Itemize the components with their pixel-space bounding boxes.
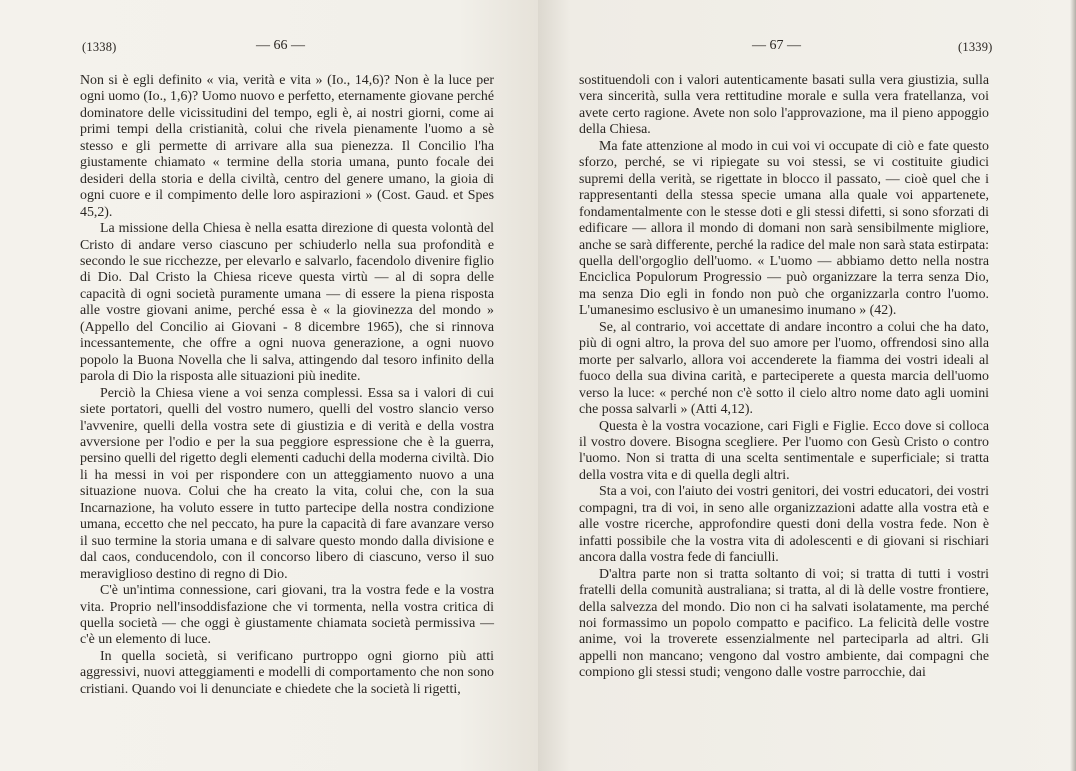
paragraph: Ma fate attenzione al modo in cui voi vi occupate di ciò e fate questo sforzo, perché, se vi ripiegate su voi stessi, se vi costituite giudici supremi della verità, se rigettate in blocco il passato, — cioè quel che i rappresentanti della stessa specie umana alla quale voi appartenete, fondamentalmente con le stesse doti e gli stessi difetti, si sono sforzati di edificare — allora il mondo di domani non sarà sensibilmente migliore, anche se sarà differente, perché la radice del male non sarà stata estirpata: quella dell'orgoglio dell'uomo. « L'uomo — abbiamo detto nella nostra Enciclica Populorum Progressio — può organizzare la terra senza Dio, ma senza Dio egli in fondo non può che organizzarla contro l'uomo. L'umanesimo esclusivo è un umanesimo inumano » (42).	[579, 138, 989, 319]
right-page	[538, 0, 1076, 771]
paragraph: C'è un'intima connessione, cari giovani, tra la vostra fede e la vostra vita. Proprio nell'insoddisfazione che vi tormenta, nella vostra critica di quella società — che oggi è giustamente chiamata società permissiva — c'è un elemento di luce.	[80, 583, 494, 648]
paragraph: Non si è egli definito « via, verità e vita » (Io., 14,6)? Non è la luce per ogni uomo (Io., 1,6)? Uomo nuovo e perfetto, eternamente giovane perché dominatore delle vicissitudini del tempo, egli è, ai nostri giorni, come ai primi tempi della cristianità, colui che rivela pienamente l'uomo a sè stesso e gli permette di arrivare alla sua pienezza. Il Concilio l'ha giustamente chiamato « termine della storia umana, punto focale dei desideri della storia e della civiltà, centro del genere umano, la gioia di ogni cuore e il compimento delle loro aspirazioni » (Cost. Gaud. et Spes 45,2).	[80, 73, 494, 220]
right-folio: — 67 —	[752, 38, 801, 53]
right-body-text	[579, 73, 989, 682]
paragraph: Sta a voi, con l'aiuto dei vostri genitori, dei vostri educatori, dei vostri compagni, tra di voi, in seno alle organizzazioni adatte alla vostra età e alle vostre ricerche, approfondire questi doni della vostra fede. Non è infatti possibile che la vostra vita di adolescenti e di giovani si rischiari ancora dalla vostra fede di fanciulli.	[579, 484, 989, 566]
left-folio: — 66 —	[256, 38, 305, 53]
paragraph: In quella società, si verificano purtroppo ogni giorno più atti aggressivi, nuovi atteggiamenti e modelli di comportamento che non sono cristiani. Quando voi li denunciate e chiedete che la società li rigetti,	[80, 648, 494, 697]
paragraph: Perciò la Chiesa viene a voi senza complessi. Essa sa i valori di cui siete portatori, quelli del vostro numero, quelli del vostro slancio verso l'avvenire, quelli della vostra sete di giustizia e di verità e della vostra avversione per l'odio e per la sua peggiore espressione che è la guerra, persino quelli del rigetto degli elementi caduchi della moderna civiltà. Dio li ha messi in voi per rispondere con un atteggiamento nuovo a una situazione nuova. Colui che ha creato la vita, colui che, con la sua Incarnazione, ha voluto essere in tutto partecipe della nostra condizione umana, eccetto che nel peccato, ha pure la capacità di fare avanzare verso il suo termine la storia umana e di salvare questo mondo dalla divisione e dal caos, conducendolo, con il concorso libero di ciascuno, verso il suo meraviglioso destino di regno di Dio.	[80, 385, 494, 582]
paragraph: La missione della Chiesa è nella esatta direzione di questa volontà del Cristo di andare verso ciascuno per schiuderlo nella sua profondità e secondo le sue ricchezze, per elevarlo e salvarlo, facendolo divenire figlio di Dio. Dal Cristo la Chiesa riceve questa virtù — al di sopra delle capacità di ogni società puramente umana — di essere la piena risposta alle vostre giovani anime, perché essa è « la giovinezza del mondo » (Appello del Concilio ai Giovani - 8 dicembre 1965), che si rinnova incessantemente, che offre a ogni nuova generazione, a ogni nuovo popolo la Buona Novella che li salva, attingendo dal tesoro infinito della parola di Dio la risposta alle situazioni più inedite.	[80, 221, 494, 385]
left-running-head: (1338)	[82, 40, 117, 54]
right-running-head: (1339)	[958, 40, 993, 54]
paragraph: D'altra parte non si tratta soltanto di voi; si tratta di tutti i vostri fratelli della comunità australiana; si tratta, al di là delle vostre frontiere, della salvezza del mondo. Dio non ci ha salvati isolatamente, ma perché noi formassimo un popolo compatto e pacifico. La felicità delle vostre anime, voi la troverete essenzialmente nel parteciparla ad altri. Gli appelli non mancano; vengono dal vostro ambiente, dai compagni che compiono gli stessi studi; vengono dalle vostre parrocchie, dai	[579, 566, 989, 681]
paragraph: Questa è la vostra vocazione, cari Figli e Figlie. Ecco dove si colloca il vostro dovere. Bisogna scegliere. Per l'uomo con Gesù Cristo o contro l'uomo. Non si tratta di una scelta sentimentale e superficiale; si tratta della vostra vita e di quella degli altri.	[579, 418, 989, 483]
left-body-text	[80, 73, 494, 698]
paragraph: sostituendoli con i valori autenticamente basati sulla vera giustizia, sulla vera sincerità, sulla vera rettitudine morale e sulla vera fratellanza, voi avete certo ragione. Avete non solo l'approvazione, ma il pieno appoggio della Chiesa.	[579, 73, 989, 138]
paragraph: Se, al contrario, voi accettate di andare incontro a colui che ha dato, più di ogni altro, la prova del suo amore per l'uomo, offrendosi sino alla morte per salvarlo, allora voi accenderete la fiamma dei vostri ideali al fuoco della sua divina carità, e parteciperete a questa marcia dell'uomo verso la luce: « perché non c'è sotto il cielo altro nome dato agli uomini che possa salvarli » (Atti 4,12).	[579, 319, 989, 418]
